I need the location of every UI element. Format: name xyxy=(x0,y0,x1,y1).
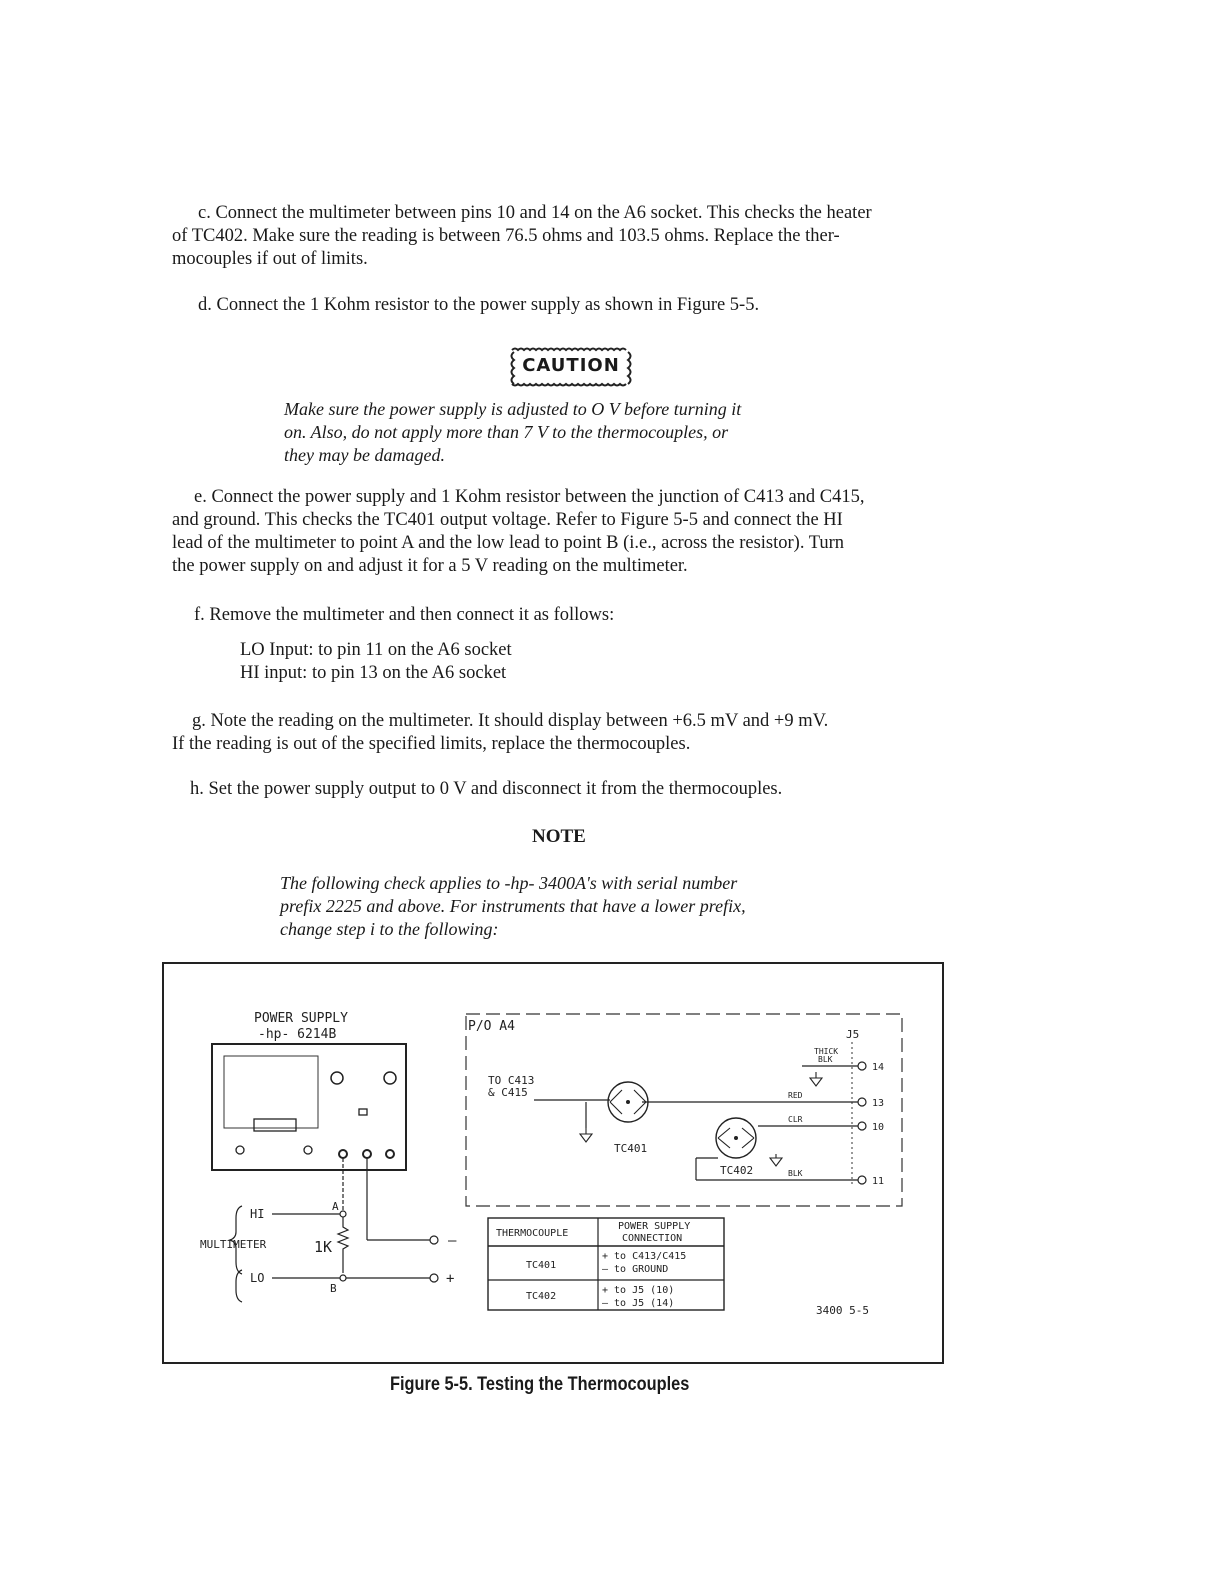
caution-badge xyxy=(508,346,634,388)
table-header-connection: CONNECTION xyxy=(622,1233,683,1244)
step-h xyxy=(190,778,782,801)
point-a-label: A xyxy=(332,1200,339,1213)
point-b-label: B xyxy=(330,1282,337,1295)
clr-wire-label: CLR xyxy=(788,1115,803,1124)
step-d-line-1: d. Connect the 1 Kohm resistor to the power supply as shown in Figure 5-5. xyxy=(198,295,760,315)
step-g-line-1: g. Note the reading on the multimeter. It should display between +6.5 mV and +9 mV. xyxy=(192,711,829,731)
step-e xyxy=(172,486,865,578)
knob-icon xyxy=(384,1072,396,1084)
thick-blk-label: BLK xyxy=(818,1055,833,1064)
red-wire-label: RED xyxy=(788,1091,803,1100)
pin-14-label: 14 xyxy=(872,1062,885,1073)
step-f-line-1: f. Remove the multimeter and then connect it as follows: xyxy=(194,605,615,625)
multimeter-label: MULTIMETER xyxy=(200,1238,267,1251)
terminal-icon xyxy=(386,1150,394,1158)
note-line-2: prefix 2225 and above. For instruments that have a lower prefix, xyxy=(280,896,746,916)
table-cell-tc402: TC402 xyxy=(526,1291,557,1302)
table-cell-tc401-minus: – to GROUND xyxy=(602,1264,669,1275)
to-c415-label: & C415 xyxy=(488,1086,528,1099)
blk-wire-label: BLK xyxy=(788,1169,803,1178)
tc401-label: TC401 xyxy=(614,1142,648,1155)
step-e-line-1: e. Connect the power supply and 1 Kohm resistor between the junction of C413 and C415, xyxy=(194,487,865,507)
resistor-icon xyxy=(338,1217,348,1273)
step-g xyxy=(172,710,828,756)
step-f-sub-2: HI input: to pin 13 on the A6 socket xyxy=(240,663,507,683)
step-f-sub-1: LO Input: to pin 11 on the A6 socket xyxy=(240,640,512,660)
table-cell-tc401-plus: + to C413/C415 xyxy=(602,1251,687,1262)
board-label: P/O A4 xyxy=(468,1019,515,1034)
pin-10-label: 10 xyxy=(872,1122,885,1133)
table-header-power-supply: POWER SUPPLY xyxy=(618,1221,691,1232)
minus-terminal-label: – xyxy=(448,1233,457,1249)
to-c413-label: TO C413 xyxy=(488,1074,535,1087)
step-e-line-4: the power supply on and adjust it for a 5 V reading on the multimeter. xyxy=(172,556,688,576)
plus-terminal-label: + xyxy=(446,1271,455,1287)
ground-icon xyxy=(770,1154,782,1166)
step-f xyxy=(194,604,614,685)
step-c xyxy=(172,202,872,271)
knob-icon xyxy=(331,1072,343,1084)
table-header-thermocouple: THERMOCOUPLE xyxy=(496,1228,569,1239)
terminal-icon xyxy=(304,1146,312,1154)
thick-label: THICK xyxy=(814,1047,839,1056)
step-e-line-2: and ground. This checks the TC401 output voltage. Refer to Figure 5-5 and connect the HI xyxy=(172,510,843,530)
lo-label: LO xyxy=(250,1271,265,1285)
schematic-diagram xyxy=(162,962,944,1364)
caution-body xyxy=(284,398,741,467)
caution-line-1: Make sure the power supply is adjusted to O V before turning it xyxy=(284,399,742,419)
terminal-icon xyxy=(363,1150,371,1158)
note-line-3: change step i to the following: xyxy=(280,919,499,939)
resistor-label: 1K xyxy=(314,1238,333,1256)
hi-label: HI xyxy=(250,1207,265,1221)
step-h-line-1: h. Set the power supply output to 0 V and disconnect it from the thermocouples. xyxy=(190,779,783,799)
note-line-1: The following check applies to -hp- 3400A's with serial number xyxy=(280,873,738,893)
step-c-line-2: of TC402. Make sure the reading is between 76.5 ohms and 103.5 ohms. Replace the ther- xyxy=(172,226,840,246)
terminal-icon xyxy=(339,1150,347,1158)
ground-icon xyxy=(580,1128,592,1142)
caution-title: CAUTION xyxy=(522,355,620,376)
pin-11-label: 11 xyxy=(872,1176,885,1187)
switch-icon xyxy=(359,1109,367,1115)
power-supply-display xyxy=(224,1056,318,1128)
figure-id: 3400 5-5 xyxy=(816,1304,869,1317)
tc402-label: TC402 xyxy=(720,1164,754,1177)
figure-5-5 xyxy=(162,962,944,1364)
power-supply-box xyxy=(212,1044,406,1170)
step-g-line-2: If the reading is out of the specified limits, replace the thermocouples. xyxy=(172,734,691,754)
terminal-icon xyxy=(236,1146,244,1154)
j5-label: J5 xyxy=(846,1028,860,1041)
board-outline xyxy=(466,1014,902,1206)
note-title: NOTE xyxy=(532,826,586,847)
power-supply-label: POWER SUPPLY xyxy=(254,1011,348,1026)
step-c-line-1: c. Connect the multimeter between pins 10 and 14 on the A6 socket. This checks the heater xyxy=(198,203,872,223)
caution-line-2: on. Also, do not apply more than 7 V to the thermocouples, or xyxy=(284,422,729,442)
meter-window-icon xyxy=(254,1119,296,1131)
step-e-line-3: lead of the multimeter to point A and the low lead to point B (i.e., across the resistor). Turn xyxy=(172,533,845,553)
ground-icon xyxy=(810,1072,822,1086)
table-cell-tc401: TC401 xyxy=(526,1260,557,1271)
note-body xyxy=(280,872,746,941)
table-cell-tc402-minus: – to J5 (14) xyxy=(602,1298,675,1309)
table-cell-tc402-plus: + to J5 (10) xyxy=(602,1285,675,1296)
caution-line-3: they may be damaged. xyxy=(284,445,445,465)
pin-13-label: 13 xyxy=(872,1098,885,1109)
figure-caption: Figure 5-5. Testing the Thermocouples xyxy=(390,1374,690,1395)
step-d xyxy=(198,294,759,317)
power-supply-model: -hp- 6214B xyxy=(258,1027,337,1042)
step-c-line-3: mocouples if out of limits. xyxy=(172,249,368,269)
